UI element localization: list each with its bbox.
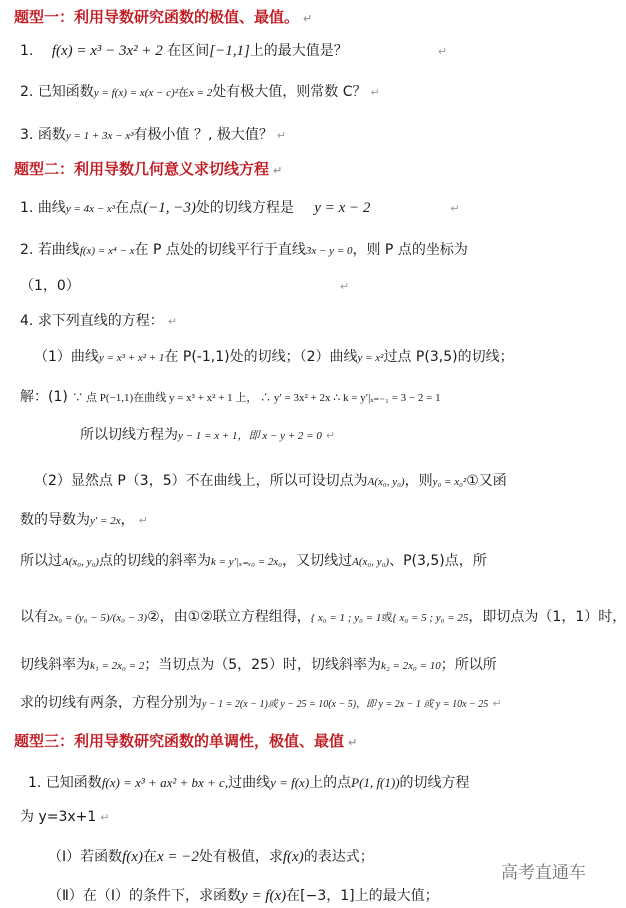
- s2-solution-1: [20, 386, 602, 406]
- text: 或: [381, 611, 393, 624]
- text: 有极小值 ？, 极大值？: [133, 127, 273, 143]
- section-1-title-text: 题型一：利用导数研究函数的极值、最值。: [14, 8, 300, 26]
- curve-formula: y = f(x): [270, 775, 310, 790]
- text: 处有极大值，则常数 C？: [212, 84, 367, 100]
- s3-question-1b: [20, 806, 602, 826]
- text: 函数: [37, 127, 66, 143]
- s2-solution-2a: [34, 470, 602, 490]
- s1-question-1: [20, 40, 602, 60]
- s2-question-2-answer: [20, 275, 602, 295]
- return-mark: ↵: [167, 315, 178, 328]
- text: 过曲线: [228, 775, 271, 791]
- section-2-title: [14, 158, 602, 179]
- return-mark: ↵: [276, 129, 287, 142]
- interval: [−1,1]: [209, 43, 250, 59]
- text: ，即切点为（1，1）时，: [468, 609, 626, 625]
- slope-value-1: k₁ = 2x₀ = 2: [90, 660, 145, 672]
- function-formula: y = 4x − x³: [65, 203, 116, 215]
- s2-question-4: [20, 310, 602, 330]
- text: 过点 P(3,5)的切线；: [383, 349, 514, 365]
- question-number: 3.: [20, 127, 34, 143]
- section-3-title-text: 题型三：利用导数研究函数的单调性，极值、最值: [14, 732, 345, 750]
- s2-solution-2b: [20, 509, 602, 529]
- text: 数的导数为: [20, 512, 90, 528]
- text: 在: [142, 849, 157, 865]
- s2-solution-2d: [20, 606, 626, 626]
- function-formula: f(x) = x⁴ − x: [79, 245, 135, 257]
- text: 已知函数: [45, 775, 102, 791]
- text: 为 y=3x+1: [20, 809, 97, 825]
- s2-question-2: [20, 239, 602, 259]
- slope-value-2: k₂ = 2x₀ = 10: [381, 660, 441, 672]
- answer: y = x − 2: [314, 200, 371, 216]
- return-mark: ↵: [138, 514, 148, 527]
- s3-question-1: [28, 772, 602, 792]
- line-equation: 3x − y = 0: [305, 245, 353, 257]
- s1-question-3: [20, 124, 602, 144]
- return-mark: ↵: [450, 202, 460, 215]
- slope-formula: k = y′|ₓ₌ₓ₀ = 2x₀: [210, 556, 283, 568]
- text: ，又切线过: [282, 553, 353, 569]
- s2-solution-2f: [20, 692, 602, 712]
- text: ；当切点为（5，25）时，切线斜率为: [144, 657, 381, 673]
- text: 在点: [115, 200, 144, 216]
- return-mark: ↵: [273, 164, 283, 177]
- text: 上的点: [309, 775, 352, 791]
- text: 若曲线: [37, 242, 80, 258]
- text: ，则: [404, 473, 433, 489]
- equation-formula: y₀ = x₀²: [432, 476, 467, 488]
- text: 在: [178, 86, 189, 99]
- text: ①又函: [466, 473, 507, 489]
- question-number: 2.: [20, 242, 34, 258]
- text: ，: [120, 512, 135, 528]
- return-mark: ↵: [437, 45, 448, 58]
- answer: （1，0）: [20, 278, 80, 294]
- question-number: 4.: [20, 313, 34, 329]
- point: (−1, −3): [143, 200, 196, 216]
- text: 处的切线方程是: [195, 200, 294, 216]
- text: 曲线: [37, 200, 66, 216]
- text: 在区间: [167, 43, 210, 59]
- return-mark: ↵: [325, 429, 336, 442]
- s2-sub-questions: [34, 346, 602, 366]
- text: 求的切线有两条，方程分别为: [20, 695, 202, 711]
- text: 上的最大值是？: [249, 43, 348, 59]
- function-formula: y = x³ + x² + 1: [98, 352, 165, 364]
- text: （Ⅰ）若函数: [48, 849, 123, 865]
- text: 切线斜率为: [20, 657, 90, 673]
- text: （1）曲线: [34, 349, 99, 365]
- text: 以有: [20, 609, 48, 625]
- text: ②，由①②联立方程组得，: [147, 609, 311, 625]
- s2-question-1: [20, 197, 602, 217]
- s1-question-2: [20, 81, 602, 101]
- return-mark: ↵: [348, 736, 358, 749]
- function-formula: f(x) = x³ + ax² + bx + c,: [101, 775, 229, 790]
- text: ；所以所: [440, 657, 497, 673]
- function-formula: f(x) = x³ − 3x² + 2: [51, 43, 163, 59]
- question-number: 1.: [28, 775, 42, 791]
- point-formula: A(x₀, y₀): [352, 556, 390, 568]
- slope-equation: 2x₀ = (y₀ − 5)/(x₀ − 3): [48, 612, 148, 624]
- return-mark: ↵: [339, 280, 350, 293]
- text: 在 P(-1,1)处的切线；（2）曲线: [164, 349, 358, 365]
- text: 、P(3,5)点，所: [389, 553, 487, 569]
- text: （2）显然点 P（3，5）不在曲线上，所以可设切点为: [34, 473, 368, 489]
- tangent-equations: y − 1 = 2(x − 1)或 y − 25 = 10(x − 5)，即 y = 2x − 1 或 y = 10x − 25: [202, 699, 489, 710]
- section-3-title: [14, 730, 602, 751]
- s2-solution-2c: [20, 550, 602, 570]
- text: 所以切线方程为: [80, 427, 178, 443]
- section-1-title: [14, 6, 602, 27]
- derivative-formula: y′ = 2x: [90, 515, 121, 527]
- text: 所以过: [20, 553, 62, 569]
- tangent-equation: y − 1 = x + 1，即 x − y + 2 = 0: [178, 430, 322, 442]
- watermark: 高考直通车: [501, 863, 586, 883]
- text: （Ⅱ）在（Ⅰ）的条件下，求函数: [48, 888, 242, 904]
- solution-system-1: { x₀ = 1 ; y₀ = 1: [310, 612, 382, 624]
- text: 的切线方程: [399, 775, 470, 791]
- text: 在 P 点处的切线平行于直线: [134, 242, 306, 258]
- solution-formula: ∵ 点 P(−1,1)在曲线 y = x³ + x² + 1 上， ∴ y′ = 3x² + 2x ∴ k = y′|ₓ₌₋₁ = 3 − 2 = 1: [72, 392, 441, 404]
- s2-solution-1b: [80, 424, 602, 444]
- function-formula: y = 1 + 3x − x³: [65, 130, 134, 142]
- section-2-title-text: 题型二：利用导数几何意义求切线方程: [14, 160, 270, 178]
- return-mark: ↵: [370, 86, 380, 99]
- text: 求下列直线的方程：: [37, 313, 164, 329]
- point-formula: A(x₀, y₀): [62, 556, 99, 568]
- text: 已知函数: [37, 84, 94, 100]
- text: 在[−3，1]上的最大值；: [286, 888, 439, 904]
- solution-system-2: { x₀ = 5 ; y₀ = 25: [392, 612, 469, 624]
- point-value: x = 2: [189, 87, 213, 99]
- function-formula: y = x²: [357, 352, 384, 364]
- text: 的表达式；: [303, 849, 374, 865]
- formula: y = f(x): [241, 888, 287, 904]
- s2-solution-2e: [20, 654, 602, 674]
- formula: f(x): [282, 849, 304, 865]
- point-formula: P(1, f(1)): [351, 775, 400, 790]
- solution-label: 解：(1): [20, 389, 68, 405]
- question-number: 2.: [20, 84, 34, 100]
- return-mark: ↵: [492, 697, 502, 710]
- point-formula: A(x₀, y₀): [367, 476, 405, 488]
- formula: f(x): [122, 849, 143, 865]
- formula: x = −2: [156, 849, 199, 865]
- return-mark: ↵: [303, 12, 313, 25]
- text: ，则 P 点的坐标为: [352, 242, 468, 258]
- question-number: 1.: [20, 200, 34, 216]
- function-formula: y = f(x) = x(x − c)²: [93, 87, 178, 99]
- text: 处有极值，求: [198, 849, 283, 865]
- return-mark: ↵: [100, 811, 110, 824]
- s3-part-2: [48, 885, 602, 905]
- question-number: 1.: [20, 43, 34, 59]
- text: 点的切线的斜率为: [98, 553, 211, 569]
